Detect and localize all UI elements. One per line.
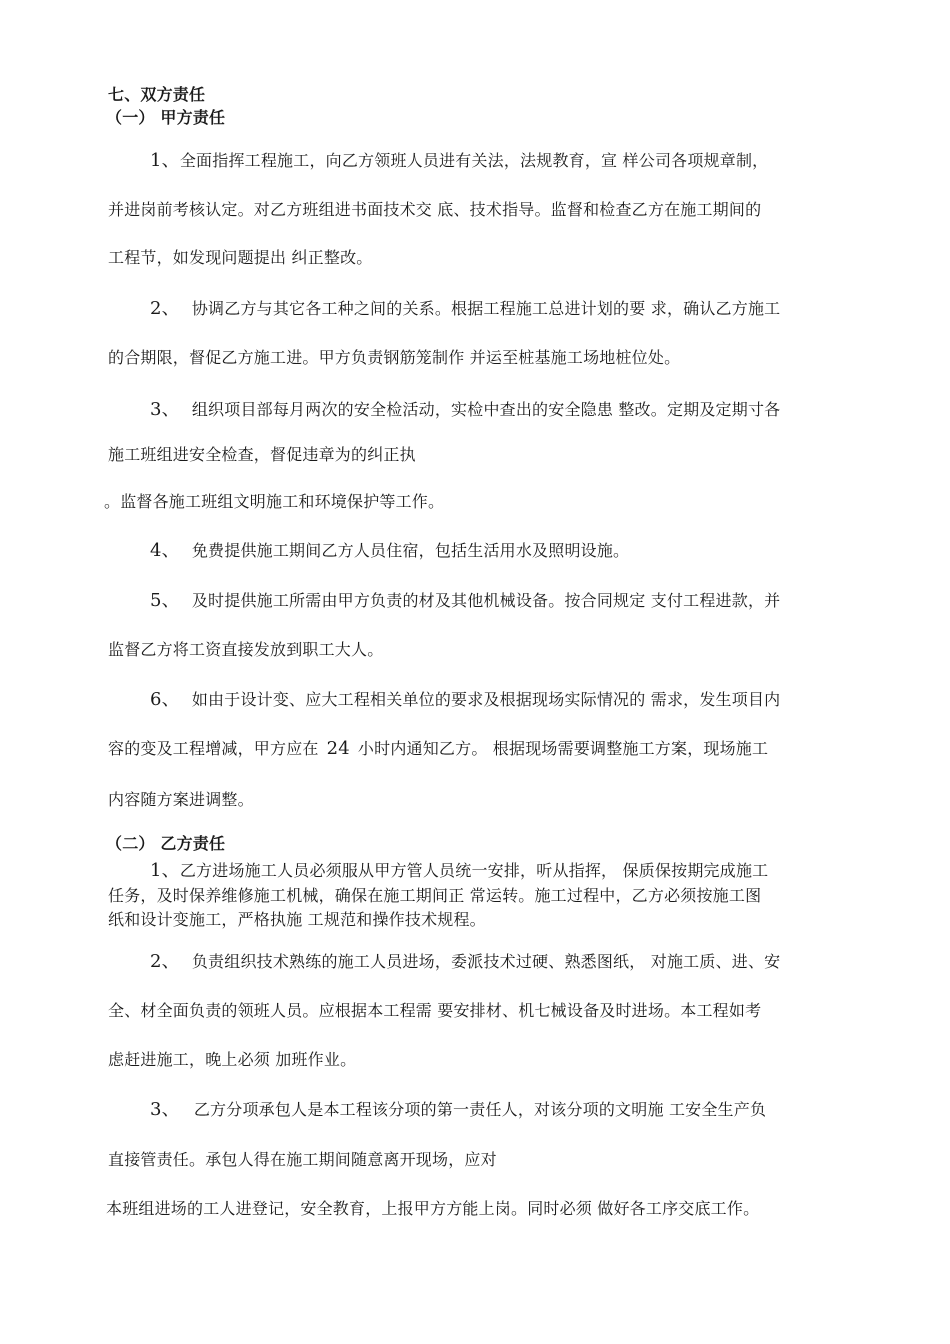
para-a1-line-1: [150, 150, 768, 172]
para-b2-line-1: [150, 951, 780, 973]
para-a3-text-1: 组织项目部每月两次的安全检活动，实检中查出的安全隐患 整改。定期及定期寸各: [191, 400, 781, 419]
para-b1-line-3: 纸和设计变施工，严格执施 工规范和操作技术规程。: [108, 910, 486, 929]
para-a6-text-2b: 小时内通知乙方。 根据现场需要调整施工方案，现场施工: [357, 739, 769, 758]
para-a5-number: 5、: [150, 590, 180, 611]
para-b1-line-2: 任务，及时保养维修施工机械，确保在施工期间正 常运转。施工过程中，乙方必须按施工图: [108, 886, 762, 905]
para-a2-text-1: 协调乙方与其它各工种之间的关系。根据工程施工总进计划的要 求，确认乙方施工: [191, 299, 781, 318]
para-a3-line-1: [150, 399, 780, 421]
para-a6-line-3: 内容随方案进调整。: [108, 790, 254, 809]
para-b3-number: 3、: [150, 1099, 180, 1120]
para-a4-text-1: 免费提供施工期间乙方人员住宿，包括生活用水及照明设施。: [191, 541, 630, 560]
para-b2-line-2: 全、材全面负责的领班人员。应根据本工程需 要安排材、机七械设备及时进场。本工程如考: [108, 1001, 762, 1020]
para-a4-line-1: [150, 540, 629, 562]
para-a1-text-1: 全面指挥工程施工，向乙方领班人员进有关法，法规教育，宣 样公司各项规章制，: [179, 151, 769, 170]
para-b1-line-1: [150, 860, 768, 882]
para-b2-number: 2、: [150, 951, 180, 972]
para-a1-line-2: 并进岗前考核认定。对乙方班组进书面技术交 底、技术指导。监督和检查乙方在施工期间的: [108, 200, 762, 219]
para-b2-text-1: 负责组织技术熟练的施工人员进场，委派技术过硬、熟悉图纸， 对施工质、进、安: [191, 952, 781, 971]
para-a6-hours: 24: [326, 738, 350, 759]
para-a5-line-2: 监督乙方将工资直接发放到职工大人。: [108, 640, 384, 659]
para-a2-number: 2、: [150, 298, 180, 319]
para-a3-line-2: 施工班组进安全检查，督促违章为的纠正执: [108, 445, 416, 464]
para-a6-number: 6、: [150, 689, 180, 710]
para-a4-number: 4、: [150, 540, 180, 561]
para-a6-text-2a: 容的变及工程增减，甲方应在: [108, 739, 319, 758]
para-a5-line-1: [150, 590, 780, 612]
section-heading: 七、双方责任: [108, 85, 206, 104]
para-a3-line-3: 。监督各施工班组文明施工和环境保护等工作。: [104, 492, 445, 511]
para-b1-text-1: 乙方进场施工人员必须服从甲方管人员统一安排，听从指挥， 保质保按期完成施工: [179, 861, 769, 880]
para-a6-text-1: 如由于设计变、应大工程相关单位的要求及根据现场实际情况的 需求，发生项目内: [191, 690, 781, 709]
para-a6-line-2: [108, 738, 768, 760]
para-a2-line-2: 的合期限，督促乙方施工进。甲方负责钢筋笼制作 并运至桩基施工场地桩位处。: [108, 348, 681, 367]
subheading-party-a: （一） 甲方责任: [106, 108, 226, 127]
para-a6-line-1: [150, 689, 780, 711]
para-a1-line-3: 工程节，如发现问题提出 纠正整改。: [108, 248, 373, 267]
para-a3-number: 3、: [150, 399, 180, 420]
para-a2-line-1: [150, 298, 780, 320]
para-a1-number: 1、: [150, 150, 180, 171]
para-b3-text-1: 乙方分项承包人是本工程该分项的第一责任人，对该分项的文明施 工安全生产负: [193, 1100, 767, 1119]
para-b1-number: 1、: [150, 860, 180, 881]
para-b3-line-2: 直接管责任。承包人得在施工期间随意离开现场，应对: [108, 1150, 497, 1169]
para-b2-line-3: 虑赶进施工，晚上必须 加班作业。: [108, 1050, 357, 1069]
para-b3-line-1: [150, 1099, 766, 1121]
subheading-party-b: （二） 乙方责任: [106, 834, 226, 853]
para-b3-line-3: 本班组进场的工人进登记，安全教育，上报甲方方能上岗。同时必须 做好各工序交底工作。: [106, 1199, 760, 1218]
para-a5-text-1: 及时提供施工所需由甲方负责的材及其他机械设备。按合同规定 支付工程进款，并: [191, 591, 781, 610]
